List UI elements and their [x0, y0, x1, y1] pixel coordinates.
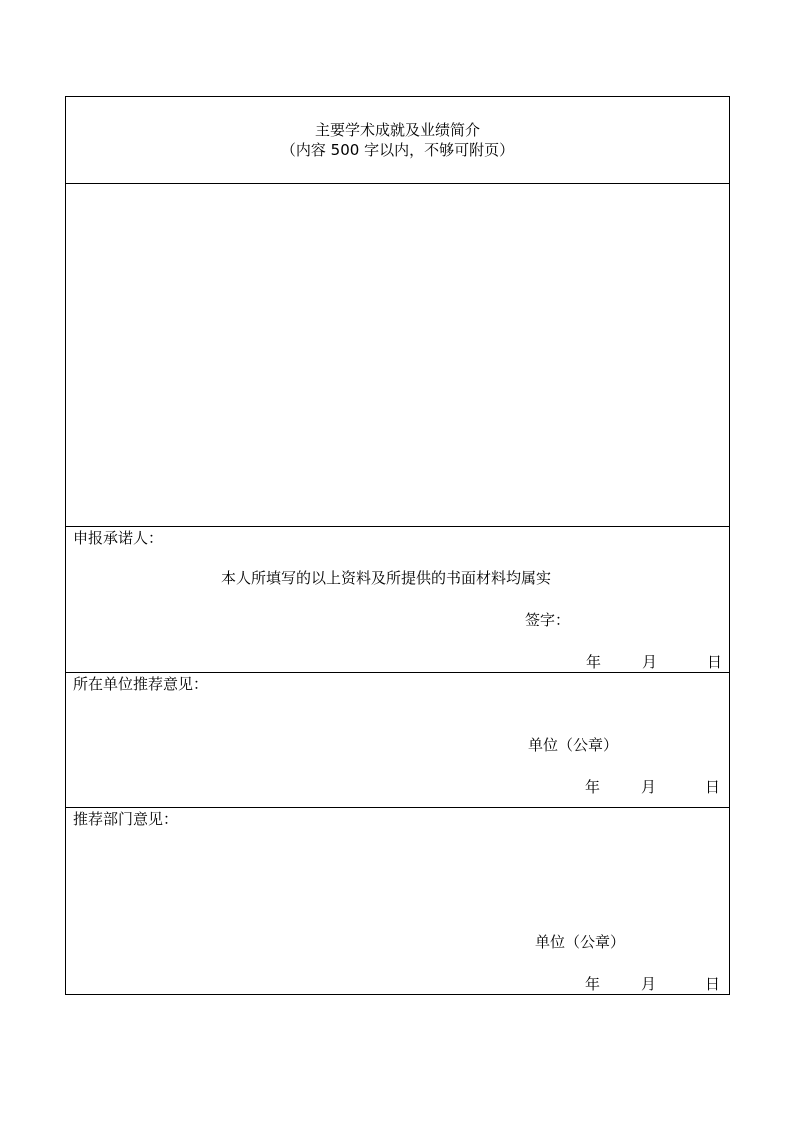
header-row	[66, 97, 729, 183]
application-form-table	[65, 96, 730, 995]
unit-month: 月	[641, 778, 657, 796]
dept-year: 年	[585, 975, 601, 993]
dept-opinion-row	[66, 807, 729, 994]
pledge-month: 月	[642, 653, 658, 671]
pledge-label: 申报承诺人：	[73, 529, 164, 547]
unit-seal-label: 单位（公章）	[528, 736, 619, 754]
dept-month: 月	[641, 975, 657, 993]
unit-opinion-row	[66, 672, 729, 807]
dept-seal-label: 单位（公章）	[535, 933, 626, 951]
unit-day: 日	[705, 778, 721, 796]
pledge-day: 日	[707, 653, 723, 671]
unit-year: 年	[585, 778, 601, 796]
section-subtitle: （内容 500 字以内，不够可附页）	[280, 141, 515, 159]
pledge-year: 年	[586, 653, 602, 671]
section-title: 主要学术成就及业绩简介	[314, 121, 480, 139]
signature-label: 签字：	[525, 611, 571, 629]
pledge-statement: 本人所填写的以上资料及所提供的书面材料均属实	[221, 569, 552, 587]
dept-day: 日	[705, 975, 721, 993]
achievements-content-area[interactable]	[66, 183, 729, 526]
unit-opinion-label: 所在单位推荐意见：	[73, 675, 209, 693]
dept-opinion-label: 推荐部门意见：	[73, 810, 179, 828]
pledge-row	[66, 526, 729, 672]
